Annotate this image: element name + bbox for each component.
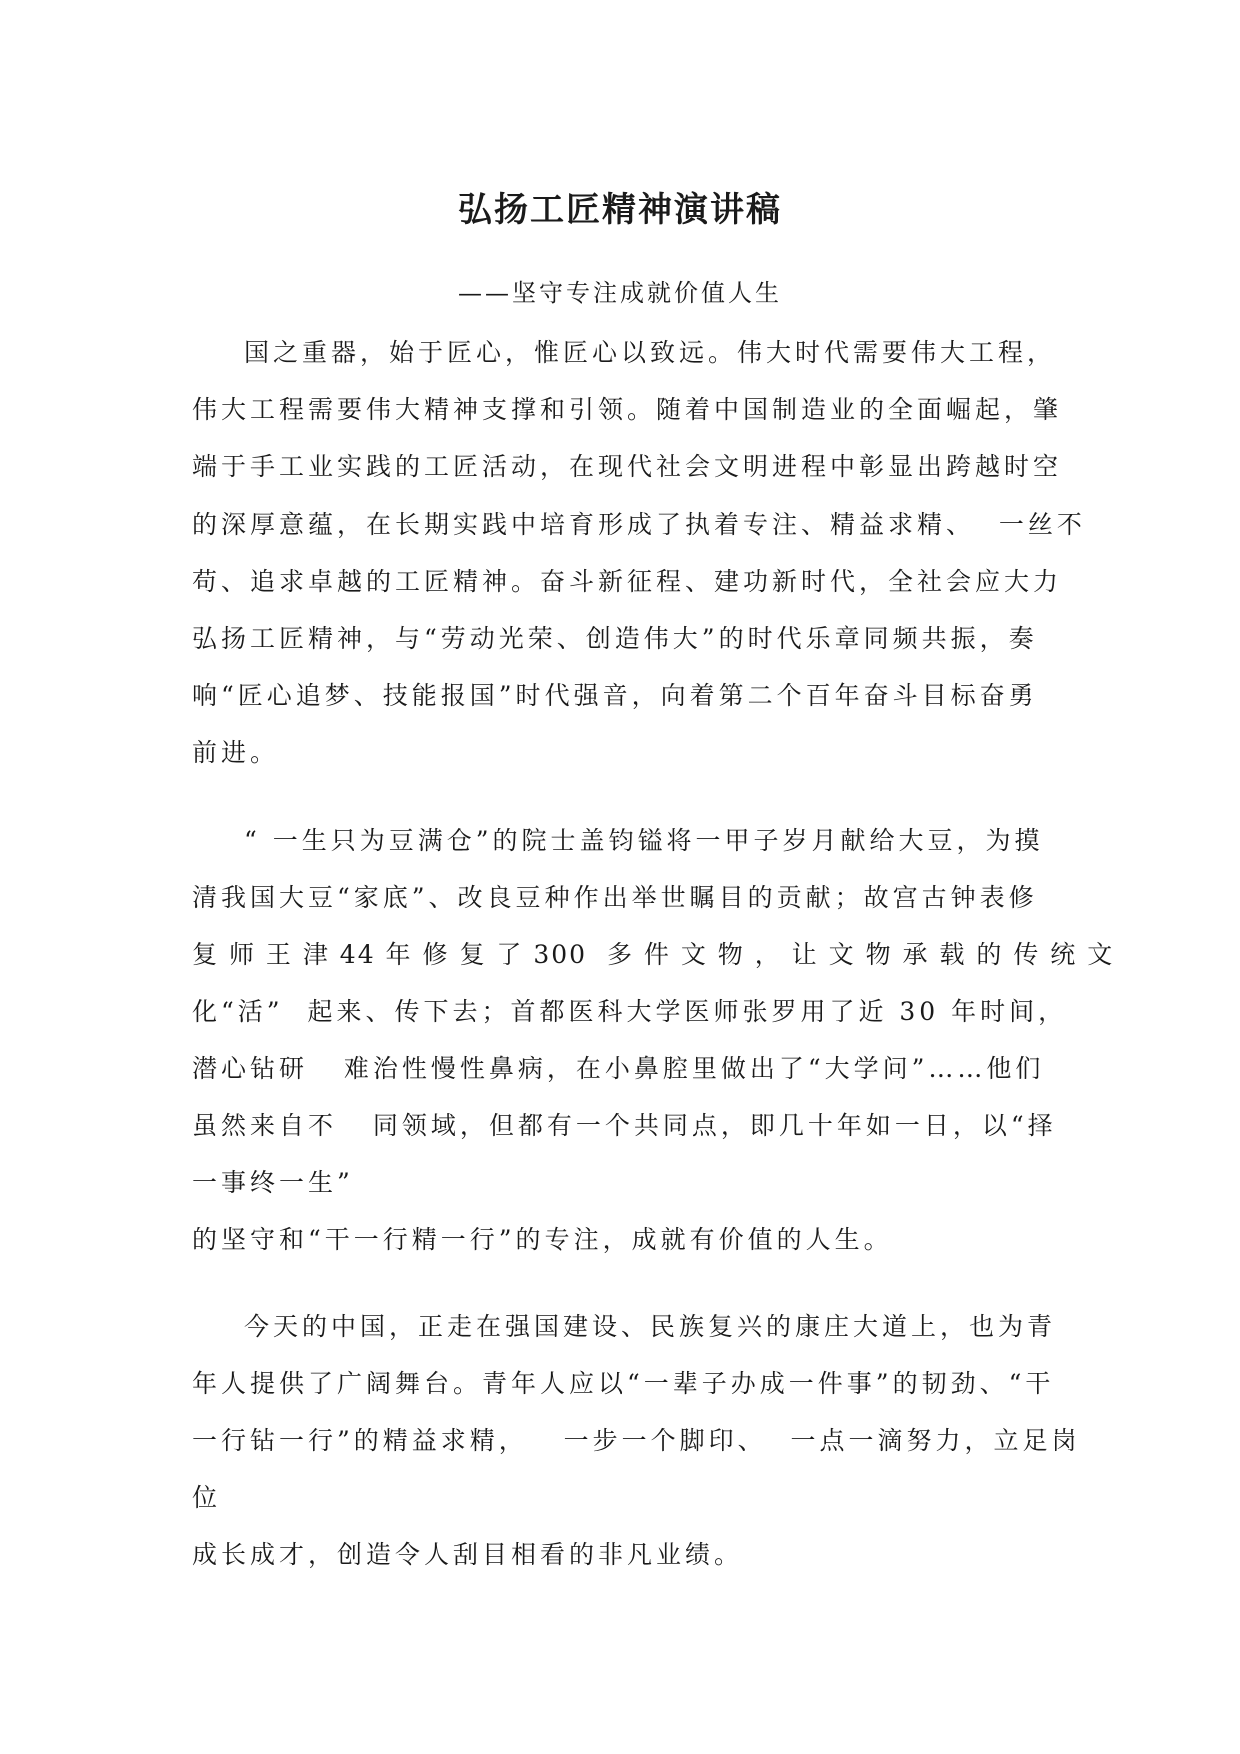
text-line: 的坚守和“干一行精一行”的专注，成就有价值的人生。 bbox=[192, 1225, 893, 1254]
text-line: 一事终一生” bbox=[192, 1168, 354, 1197]
document-title: 弘扬工匠精神演讲稿 bbox=[458, 190, 782, 230]
text-line: 弘扬工匠精神，与“劳动光荣、创造伟大”的时代乐章同频共振，奏 bbox=[192, 624, 1038, 653]
document-subtitle: ——坚守专注成就价值人生 bbox=[458, 279, 782, 307]
text-line: 前进。 bbox=[192, 738, 280, 767]
text-line: 响“匠心追梦、技能报国”时代强音，向着第二个百年奋斗目标奋勇 bbox=[192, 681, 1038, 710]
text-line: 今天的中国，正走在强国建设、民族复兴的康庄大道上，也为青 bbox=[244, 1312, 1057, 1341]
text-line: 国之重器，始于匠心，惟匠心以致远。伟大时代需要伟大工程， bbox=[244, 338, 1057, 367]
text-line: 成长成才，创造令人刮目相看的非凡业绩。 bbox=[192, 1540, 744, 1569]
text-line: 虽然来自不 同领域，但都有一个共同点，即几十年如一日，以“择 bbox=[192, 1111, 1057, 1140]
text-line: 复 师 王 津 44 年 修 复 了 300 多 件 文 物 ， 让 文 物 承 载 的 传 统 文 bbox=[192, 940, 1115, 969]
text-line: 端于手工业实践的工匠活动，在现代社会文明进程中彰显出跨越时空 bbox=[192, 452, 1063, 481]
text-line: 潜心钻研 难治性慢性鼻病，在小鼻腔里做出了“大学问”……他们 bbox=[192, 1054, 1045, 1083]
text-line: 化“活” 起来、传下去；首都医科大学医师张罗用了近 30 年时间， bbox=[192, 997, 1068, 1026]
text-line: 一行钻一行”的精益求精， 一步一个脚印、 一点一滴努力，立足岗 bbox=[192, 1426, 1081, 1455]
text-line: 位 bbox=[192, 1483, 222, 1512]
text-line: 的深厚意蕴，在长期实践中培育形成了执着专注、精益求精、 一丝不 bbox=[192, 510, 1086, 539]
text-line: 苟、追求卓越的工匠精神。奋斗新征程、建功新时代，全社会应大力 bbox=[192, 567, 1063, 596]
text-line: “ 一生只为豆满仓”的院士盖钧镒将一甲子岁月献给大豆，为摸 bbox=[244, 826, 1044, 855]
text-line: 年人提供了广阔舞台。青年人应以“一辈子办成一件事”的韧劲、“干 bbox=[192, 1369, 1055, 1398]
text-line: 清我国大豆“家底”、改良豆种作出举世瞩目的贡献；故宫古钟表修 bbox=[192, 883, 1038, 912]
text-line: 伟大工程需要伟大精神支撑和引领。随着中国制造业的全面崛起，肇 bbox=[192, 395, 1063, 424]
